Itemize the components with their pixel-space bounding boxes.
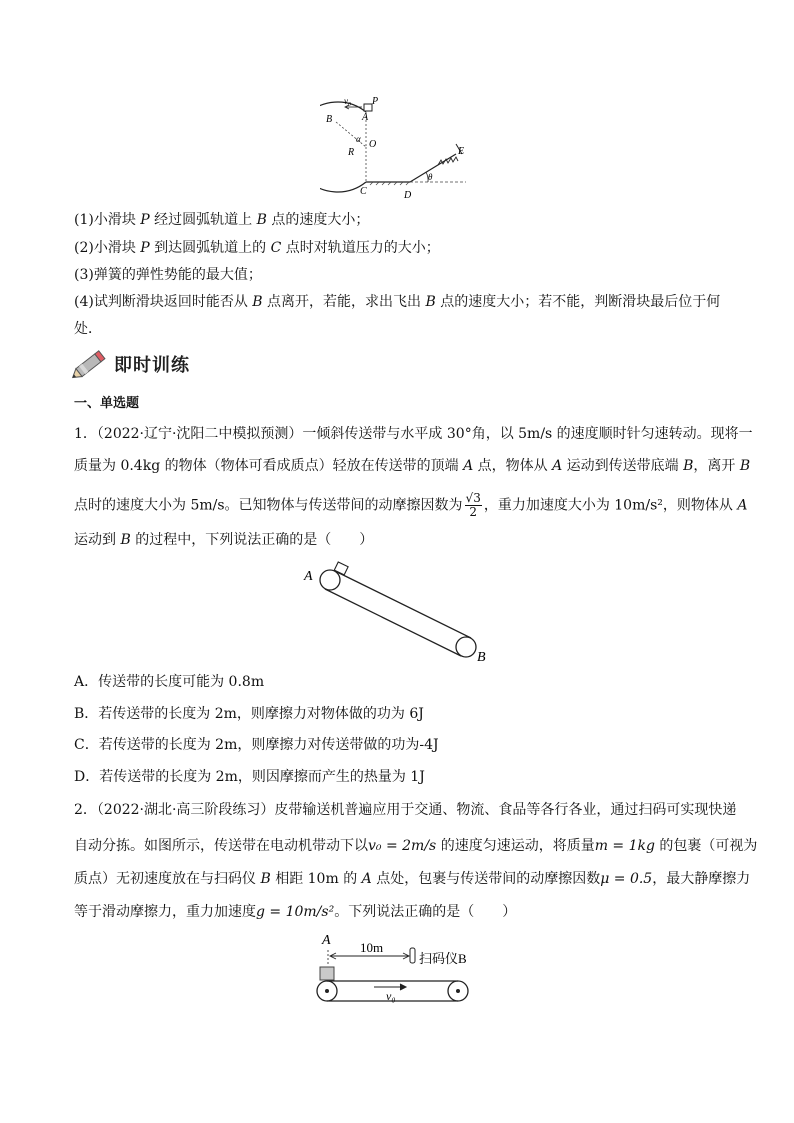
label-b: B — [326, 114, 333, 125]
belt-label-a: A — [304, 569, 313, 584]
q2-line-3: 质点）无初速度放在与扫码仪 B 相距 10m 的 A 点处，包裹与传送带间的动摩擦因数μ = 0.5，最大静摩擦力 — [74, 871, 751, 887]
track-diagram — [320, 92, 480, 202]
label-v0: v₀ — [344, 96, 352, 106]
q1-line-1: 1．（2022·辽宁·沈阳二中模拟预测）一倾斜传送带与水平成 30°角，以 5m/s 的速度顺时针匀速转动。现将一 — [74, 426, 753, 442]
q1-line-3: 点时的速度大小为 5m/s。已知物体与传送带间的动摩擦因数为 $\frac{√3}{2}$ ，重力加速度大小为 10m/s²，则物体从 A — [74, 491, 748, 519]
pencil-icon — [70, 346, 110, 382]
label-theta: θ — [428, 172, 433, 182]
label-d: D — [404, 190, 412, 201]
scanner-belt-diagram — [310, 930, 490, 1005]
label-r: R — [348, 147, 355, 158]
scanner-fig-dist: 10m — [360, 940, 384, 955]
q2-line-4: 等于滑动摩擦力，重力加速度g = 10m/s²。下列说法正确的是（ ） — [74, 904, 517, 920]
belt-label-b: B — [477, 650, 486, 665]
incline-belt-diagram — [300, 558, 500, 668]
q1-option-a: A．传送带的长度可能为 0.8m — [74, 674, 265, 690]
section-title: 一、单选题 — [74, 396, 140, 411]
q2-line-1: 2．（2022·湖北·高三阶段练习）皮带输送机普遍应用于交通、物流、食品等各行各业，通过扫码可实现快递 — [74, 802, 737, 818]
sub-question-4-cont: 处． — [74, 321, 102, 337]
q1-option-c: C．若传送带的长度为 2m，则摩擦力对传送带做的功为-4J — [74, 737, 439, 753]
label-p: P — [372, 96, 379, 107]
label-alpha: α — [356, 134, 361, 144]
scanner-fig-scanner: 扫码仪B — [419, 951, 467, 966]
sub-question-2: (2)小滑块 P 到达圆弧轨道上的 C 点时对轨道压力的大小； — [74, 240, 440, 256]
sub-question-1: (1)小滑块 P 经过圆弧轨道上 B 点的速度大小； — [74, 212, 370, 228]
label-c: C — [360, 186, 367, 197]
q2-line-2: 自动分拣。如图所示，传送带在电动机带动下以v₀ = 2m/s 的速度匀速运动，将质量m = 1kg 的包裹（可视为 — [74, 838, 758, 854]
sub-question-3: (3)弹簧的弹性势能的最大值； — [74, 267, 262, 283]
label-o: O — [369, 139, 377, 150]
sub-question-4: (4)试判断滑块返回时能否从 B 点离开，若能，求出飞出 B 点的速度大小；若不能，判断滑块最后位于何 — [74, 294, 721, 310]
label-e: E — [458, 146, 465, 157]
q1-option-b: B．若传送带的长度为 2m，则摩擦力对物体做的功为 6J — [74, 706, 424, 722]
friction-fraction: $\frac{√3}{2}$ — [465, 491, 481, 519]
banner-title: 即时训练 — [114, 355, 190, 376]
q1-option-d: D．若传送带的长度为 2m，则因摩擦而产生的热量为 1J — [74, 769, 425, 785]
q1-line-2: 质量为 0.4kg 的物体（物体可看成质点）轻放在传送带的顶端 A 点，物体从 A 运动到传送带底端 B，离开 B — [74, 458, 751, 474]
section-banner — [70, 346, 190, 382]
q1-line-4: 运动到 B 的过程中，下列说法正确的是（ ） — [74, 532, 374, 548]
scanner-fig-v0: v₀ — [386, 989, 396, 1003]
label-a: A — [362, 112, 369, 123]
scanner-fig-label-a: A — [322, 933, 331, 948]
